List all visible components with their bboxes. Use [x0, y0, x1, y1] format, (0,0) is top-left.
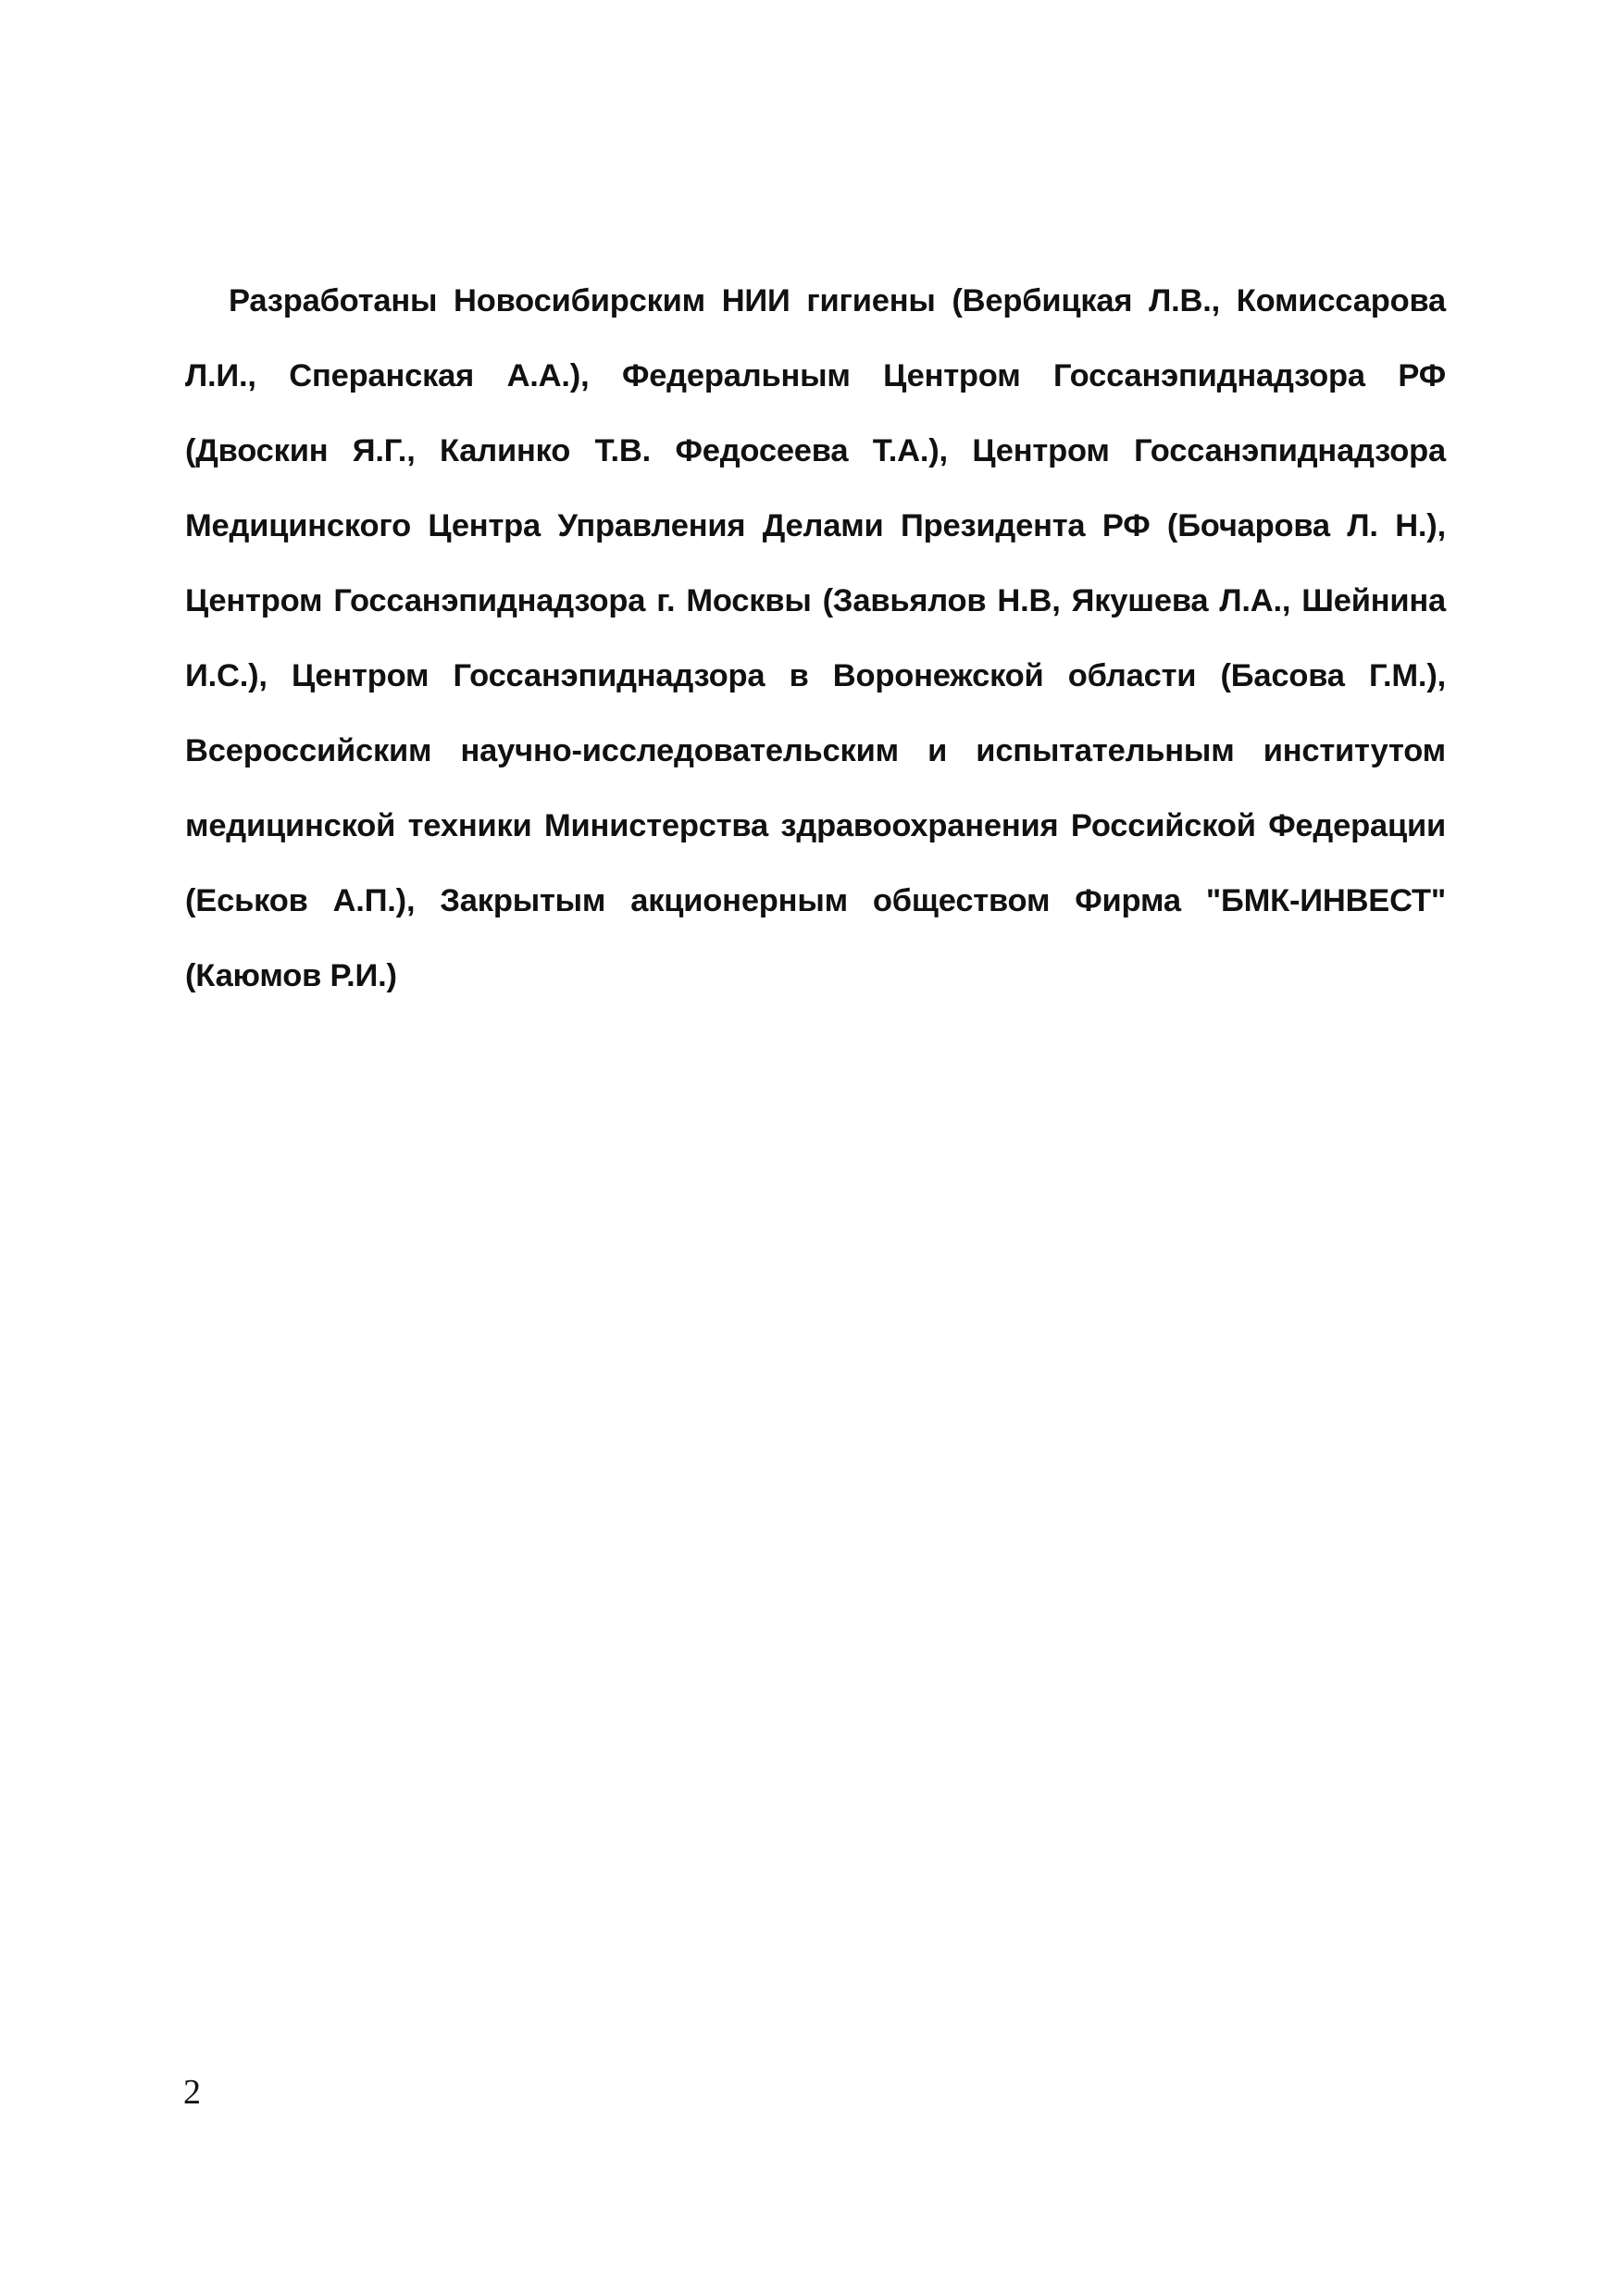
developers-paragraph: Разработаны Новосибирским НИИ гигиены (Вербицкая Л.В., Комиссарова Л.И., Сперанская А.А.), Федеральным Центром Госсанэпиднадзора РФ (Двоскин Я.Г., Калинко Т.В. Федосеева Т.А.), Центром Госсанэпиднадзора Медицинского Центра Управления Делами Президента РФ (Бочарова Л. Н.), Центром Госсанэпиднадзора г. Москвы (Завьялов Н.В, Якушева Л.А., Шейнина И.С.), Центром Госсанэпиднадзора в Воронежской области (Басова Г.М.), Всероссийским научно-исследовательским и испытательным институтом медицинской техники Министерства здравоохранения Российской Федерации (Еськов А.П.), Закрытым акционерным обществом Фирма "БМК-ИНВЕСТ" (Каюмов Р.И.): [185, 283, 1446, 993]
page-number: 2: [183, 2073, 201, 2112]
